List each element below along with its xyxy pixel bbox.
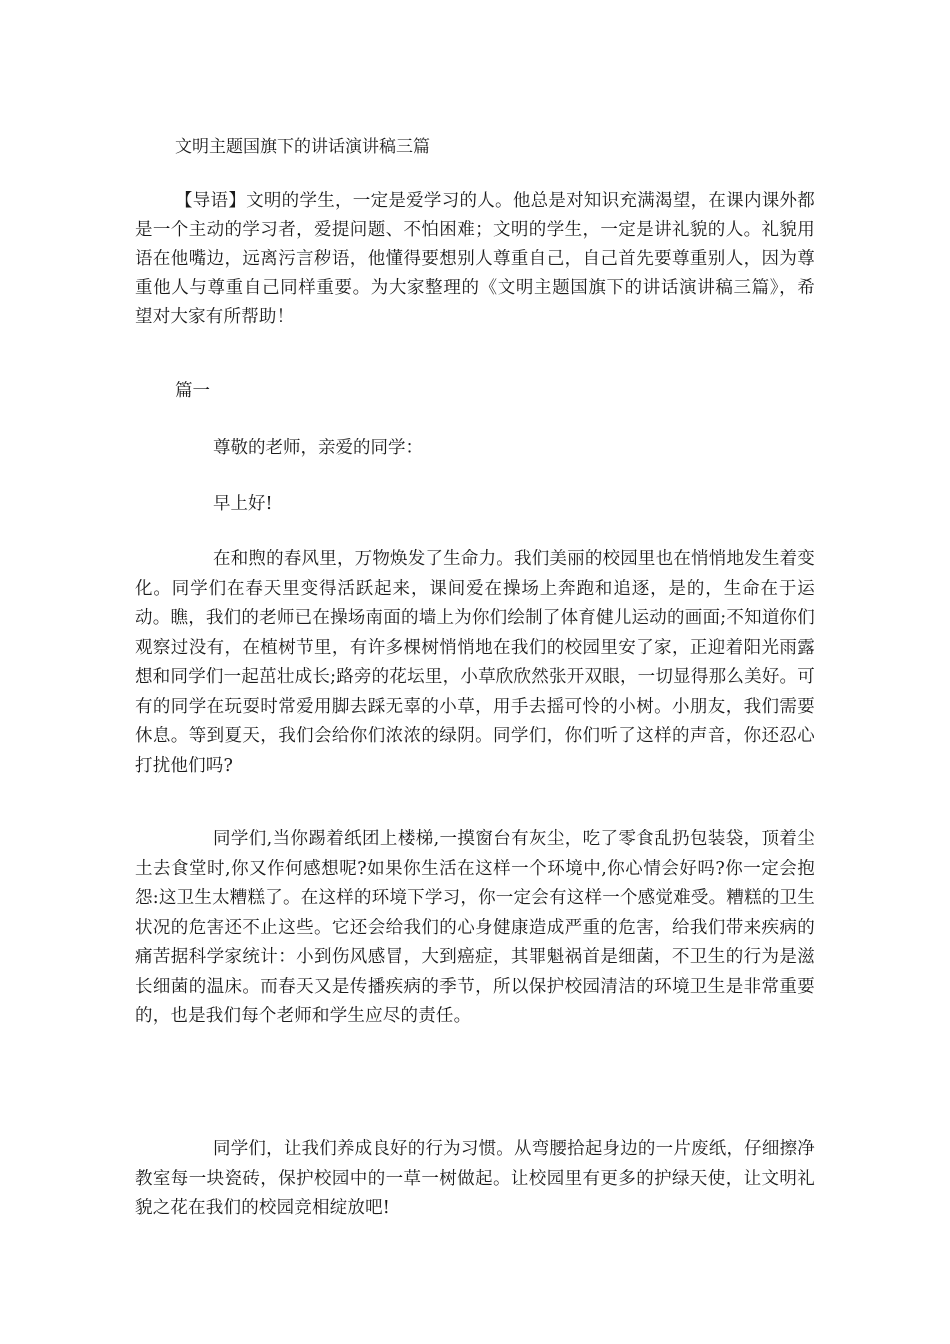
- section-label: 篇一: [175, 381, 210, 401]
- salutation: 尊敬的老师，亲爱的同学：: [213, 438, 423, 458]
- body-paragraph-2: 同学们,当你踢着纸团上楼梯,一摸窗台有灰尘，吃了零食乱扔包装袋，顶着尘土去食堂时,你又作何感想呢?如果你生活在这样一个环境中,你心情会好吗?你一定会抱怨:这卫生太糟糕了。在这样的环境下学习，你一定会有这样一个感觉难受。糟糕的卫生状况的危害还不止这些。它还会给我们的心身健康造成严重的危害，给我们带来疾病的痛苦据科学家统计：小到伤风感冒，大到癌症，其罪魁祸首是细菌，不卫生的行为是滋长细菌的温床。而春天又是传播疾病的季节，所以保护校园清洁的环境卫生是非常重要的，也是我们每个老师和学生应尽的责任。: [135, 829, 815, 1026]
- body-paragraph-3: 同学们，让我们养成良好的行为习惯。从弯腰拾起身边的一片废纸，仔细擦净教室每一块瓷砖，保护校园中的一草一树做起。让校园里有更多的护绿天使，让文明礼貌之花在我们的校园竞相绽放吧!: [135, 1139, 815, 1218]
- document-title: 文明主题国旗下的讲话演讲稿三篇: [175, 137, 430, 157]
- morning-greeting: 早上好!: [213, 494, 273, 514]
- body-paragraph-1: 在和煦的春风里，万物焕发了生命力。我们美丽的校园里也在悄悄地发生着变化。同学们在春天里变得活跃起来，课间爱在操场上奔跑和追逐，是的，生命在于运动。瞧，我们的老师已在操场南面的墙上为你们绘制了体育健儿运动的画面;不知道你们观察过没有，在植树节里，有许多棵树悄悄地在我们的校园里安了家，正迎着阳光雨露想和同学们一起茁壮成长;路旁的花坛里，小草欣欣然张开双眼，一切显得那么美好。可有的同学在玩耍时常爱用脚去踩无辜的小草，用手去摇可怜的小树。小朋友，我们需要休息。等到夏天，我们会给你们浓浓的绿阴。同学们，你们听了这样的声音，你还忍心打扰他们吗?: [135, 549, 815, 776]
- intro-paragraph: 【导语】文明的学生，一定是爱学习的人。他总是对知识充满渴望，在课内课外都是一个主动的学习者，爱提问题、不怕困难；文明的学生，一定是讲礼貌的人。礼貌用语在他嘴边，远离污言秽语，他懂得要想别人尊重自己，自己首先要尊重别人，因为尊重他人与尊重自己同样重要。为大家整理的《文明主题国旗下的讲话演讲稿三篇》，希望对大家有所帮助！: [135, 191, 815, 327]
